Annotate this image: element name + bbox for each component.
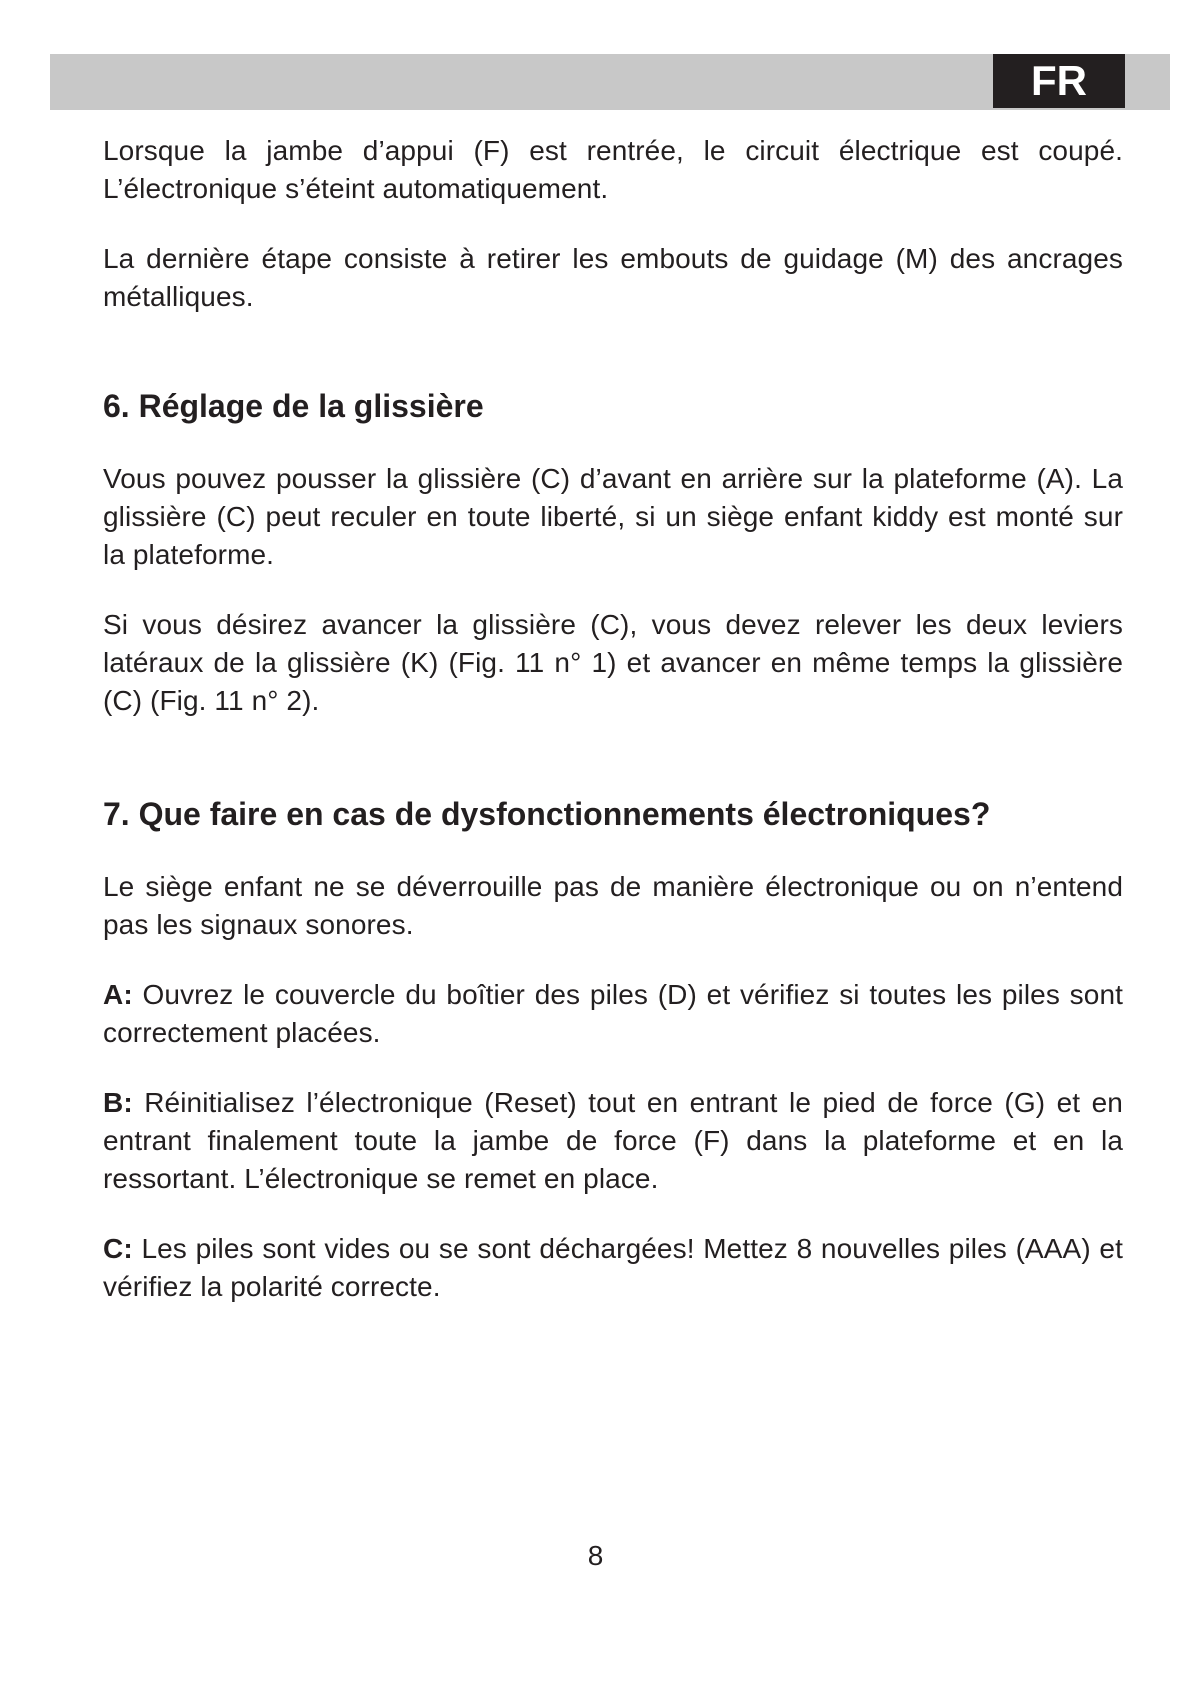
intro-paragraph-2: La dernière étape consiste à retirer les embouts de guidage (M) des ancrages métalliques. (103, 243, 1123, 312)
intro-paragraph-1: Lorsque la jambe d’appui (F) est rentrée, le circuit électrique est coupé. L’électronique s’éteint automatiquement. (103, 135, 1123, 204)
step-b (103, 1084, 1123, 1198)
step-c-label: C: (103, 1233, 133, 1264)
language-badge: FR (993, 54, 1125, 108)
step-a (103, 976, 1123, 1052)
section-6-paragraph-2: Si vous désirez avancer la glissière (C), vous devez relever les deux leviers latéraux de la glissière (K) (Fig. 11 n° 1) et avancer en même temps la glissière (C) (Fig. 11 n° 2). (103, 609, 1123, 716)
section-6-paragraph-1: Vous pouvez pousser la glissière (C) d’avant en arrière sur la plateforme (A). La glissière (C) peut reculer en toute liberté, si un siège enfant kiddy est monté sur la plateforme. (103, 463, 1123, 570)
step-a-text: Ouvrez le couvercle du boîtier des piles (D) et vérifiez si toutes les piles sont correctement placées. (103, 979, 1123, 1048)
step-b-label: B: (103, 1087, 133, 1118)
section-7-title: 7. Que faire en cas de dysfonctionnements électroniques? (103, 796, 991, 832)
step-b-text: Réinitialisez l’électronique (Reset) tout en entrant le pied de force (G) et en entrant finalement toute la jambe de force (F) dans la plateforme et en la ressortant. L’électronique se remet en place. (103, 1087, 1123, 1194)
page-content (103, 132, 1123, 1306)
step-c-text: Les piles sont vides ou se sont déchargées! Mettez 8 nouvelles piles (AAA) et vérifiez la polarité correcte. (103, 1233, 1123, 1302)
step-c (103, 1230, 1123, 1306)
section-7-intro: Le siège enfant ne se déverrouille pas de manière électronique ou on n’entend pas les signaux sonores. (103, 871, 1123, 940)
section-6-title: 6. Réglage de la glissière (103, 388, 484, 424)
page-number: 8 (587, 1540, 604, 1571)
step-a-label: A: (103, 979, 133, 1010)
